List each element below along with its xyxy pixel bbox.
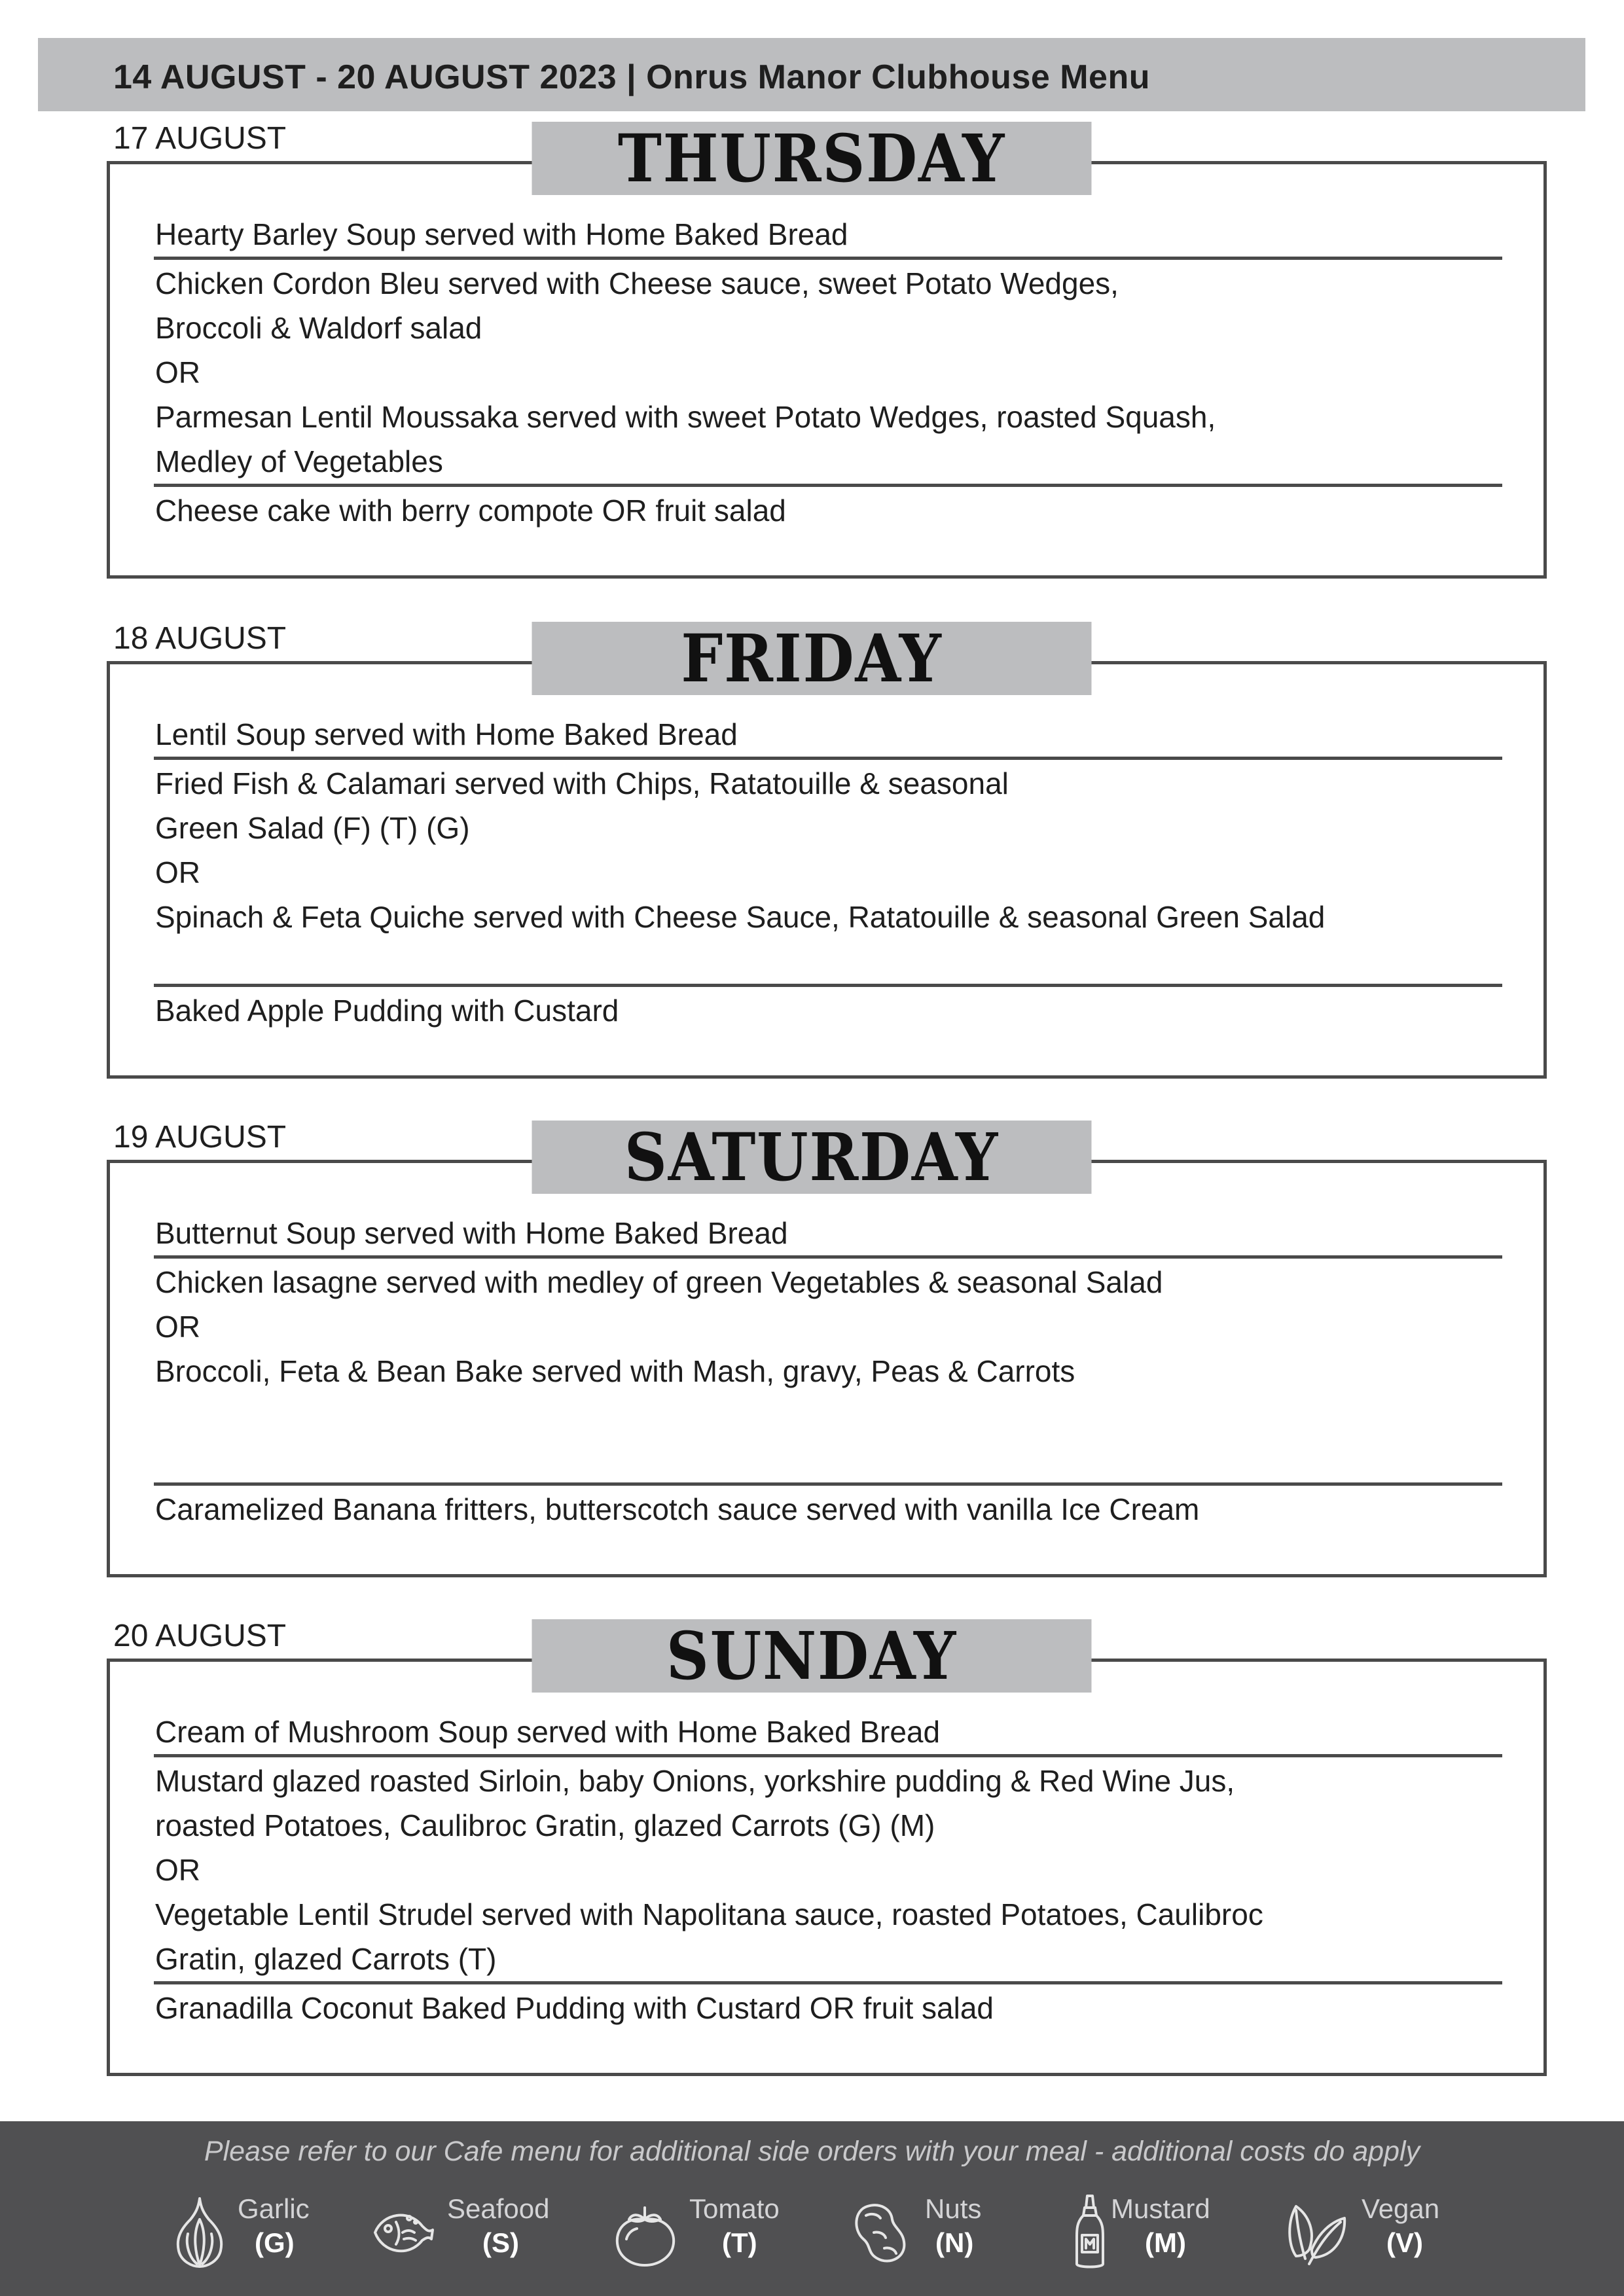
divider <box>154 1981 1502 1984</box>
nuts-icon <box>848 2193 913 2272</box>
main-line: Parmesan Lentil Moussaka served with sweet Potato Wedges, roasted Squash, <box>155 400 1216 434</box>
day-banner: FRIDAY <box>532 622 1092 695</box>
divider <box>154 757 1502 760</box>
vegan-icon <box>1283 2193 1348 2272</box>
legend-name: Tomato <box>689 2193 780 2224</box>
legend-name: Vegan <box>1362 2193 1440 2224</box>
divider <box>154 1255 1502 1259</box>
legend-name: Nuts <box>925 2193 982 2224</box>
date-label: 19 AUGUST <box>113 1120 287 1155</box>
main-line: Fried Fish & Calamari served with Chips, Ratatouille & seasonal <box>155 766 1009 800</box>
soup-line: Butternut Soup served with Home Baked Bread <box>155 1216 788 1250</box>
legend-name: Mustard <box>1111 2193 1210 2224</box>
legend-name: Seafood <box>447 2193 550 2224</box>
main-line: Spinach & Feta Quiche served with Cheese Sauce, Ratatouille & seasonal Green Salad <box>155 900 1326 934</box>
spacer <box>155 1393 1504 1482</box>
or-line: OR <box>155 1310 200 1344</box>
main-line: Broccoli, Feta & Bean Bake served with Mash, gravy, Peas & Carrots <box>155 1354 1075 1388</box>
main-line: Chicken Cordon Bleu served with Cheese sauce, sweet Potato Wedges, <box>155 266 1119 300</box>
page-title: 14 AUGUST - 20 AUGUST 2023 | Onrus Manor Clubhouse Menu <box>113 58 1150 96</box>
soup-line: Lentil Soup served with Home Baked Bread <box>155 717 738 751</box>
legend-name: Garlic <box>238 2193 310 2224</box>
divider <box>154 1482 1502 1486</box>
or-line: OR <box>155 355 200 389</box>
footer <box>0 2121 1624 2296</box>
menu-lines <box>155 1211 1504 1532</box>
legend-code: (G) <box>255 2227 295 2258</box>
main-line: Mustard glazed roasted Sirloin, baby Onions, yorkshire pudding & Red Wine Jus, <box>155 1764 1235 1798</box>
day-banner: THURSDAY <box>532 122 1092 195</box>
garlic-icon <box>167 2193 232 2272</box>
dessert-line: Caramelized Banana fritters, butterscotch sauce served with vanilla Ice Cream <box>155 1492 1200 1526</box>
legend-code: (T) <box>722 2227 757 2258</box>
main-line: Broccoli & Waldorf salad <box>155 311 482 345</box>
legend-code: (N) <box>935 2227 974 2258</box>
divider <box>154 1754 1502 1757</box>
date-label: 18 AUGUST <box>113 621 287 656</box>
main-line: Gratin, glazed Carrots (T) <box>155 1942 497 1976</box>
main-line: roasted Potatoes, Caulibroc Gratin, glazed Carrots (G) (M) <box>155 1808 935 1842</box>
or-line: OR <box>155 1853 200 1887</box>
header-bar <box>38 38 1585 111</box>
legend-code: (V) <box>1386 2227 1423 2258</box>
soup-line: Cream of Mushroom Soup served with Home Baked Bread <box>155 1715 941 1749</box>
dessert-line: Granadilla Coconut Baked Pudding with Custard OR fruit salad <box>155 1991 994 2025</box>
date-label: 17 AUGUST <box>113 121 287 156</box>
menu-lines <box>155 712 1504 1033</box>
divider <box>154 257 1502 260</box>
allergen-legend <box>0 2187 1624 2285</box>
menu-lines <box>155 1710 1504 2030</box>
date-label: 20 AUGUST <box>113 1619 287 1653</box>
divider <box>154 984 1502 987</box>
day-banner: SUNDAY <box>532 1619 1092 1693</box>
dessert-line: Cheese cake with berry compote OR fruit salad <box>155 493 786 528</box>
legend-code: (M) <box>1145 2227 1186 2258</box>
main-line: Medley of Vegetables <box>155 444 443 478</box>
legend-code: (S) <box>482 2227 519 2258</box>
divider <box>154 484 1502 487</box>
tomato-icon <box>612 2193 677 2272</box>
spacer <box>155 939 1504 984</box>
main-line: Vegetable Lentil Strudel served with Napolitana sauce, roasted Potatoes, Caulibroc <box>155 1897 1263 1931</box>
seafood-icon <box>370 2193 435 2272</box>
soup-line: Hearty Barley Soup served with Home Baked Bread <box>155 217 848 251</box>
dessert-line: Baked Apple Pudding with Custard <box>155 994 619 1028</box>
main-line: Chicken lasagne served with medley of green Vegetables & seasonal Salad <box>155 1265 1163 1299</box>
menu-lines <box>155 212 1504 533</box>
day-banner: SATURDAY <box>532 1121 1092 1194</box>
main-line: Green Salad (F) (T) (G) <box>155 811 470 845</box>
or-line: OR <box>155 855 200 889</box>
footer-note: Please refer to our Cafe menu for additional side orders with your meal - additional costs do apply <box>204 2136 1420 2167</box>
